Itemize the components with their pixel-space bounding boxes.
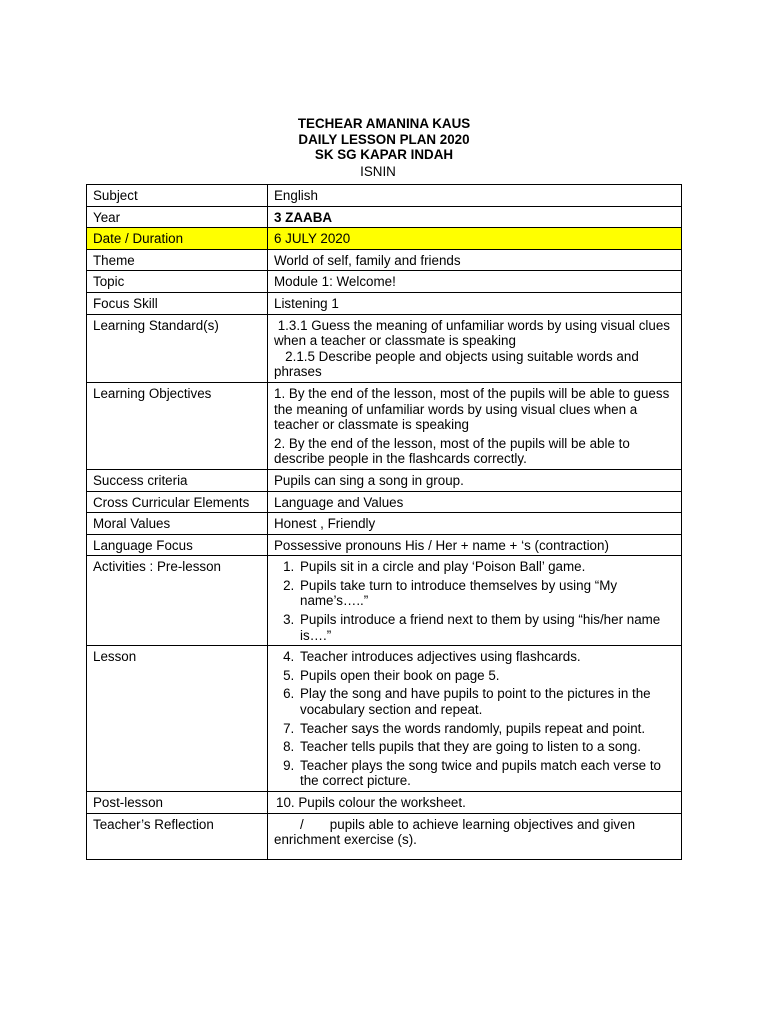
activity-item: 1. Pupils sit in a circle and play ‘Poison Ball’ game. <box>298 559 675 575</box>
date-label: Date / Duration <box>87 228 268 250</box>
row-year <box>87 206 682 228</box>
topic-value: Module 1: Welcome! <box>268 271 682 293</box>
lesson-value <box>268 646 682 792</box>
activity-item: 7. Teacher says the words randomly, pupils repeat and point. <box>298 721 675 737</box>
row-success-criteria <box>87 469 682 491</box>
learning-standards-value <box>268 314 682 382</box>
learning-objective-item: 1. By the end of the lesson, most of the pupils will be able to guess the meaning of unfamiliar words by using visual clues when a teacher or classmate is speaking <box>274 385 670 433</box>
success-criteria-value: Pupils can sing a song in group. <box>268 469 682 491</box>
lesson-list <box>274 649 675 789</box>
language-focus-label: Language Focus <box>87 534 268 556</box>
row-topic <box>87 271 682 293</box>
year-value: 3 ZAABA <box>268 206 682 228</box>
activity-item: 2. Pupils take turn to introduce themselves by using “My name’s…..” <box>298 578 675 609</box>
activity-number: 10. <box>276 795 299 810</box>
pre-lesson-value <box>268 556 682 646</box>
lesson-label: Lesson <box>87 646 268 792</box>
day-label: ISNIN <box>360 163 396 179</box>
moral-values-value: Honest , Friendly <box>268 513 682 535</box>
language-focus-value: Possessive pronouns His / Her + name + ‘s (contraction) <box>268 534 682 556</box>
subject-value: English <box>268 185 682 207</box>
learning-standards-label: Learning Standard(s) <box>87 314 268 382</box>
row-cross-curricular <box>87 491 682 513</box>
subject-label: Subject <box>87 185 268 207</box>
activity-item: 3. Pupils introduce a friend next to them by using “his/her name is….” <box>298 612 675 643</box>
row-learning-objectives <box>87 382 682 469</box>
row-learning-standards <box>87 314 682 382</box>
focus-skill-label: Focus Skill <box>87 292 268 314</box>
activity-item: 5. Pupils open their book on page 5. <box>298 668 675 684</box>
row-moral-values <box>87 513 682 535</box>
post-lesson-value <box>268 792 682 814</box>
theme-value: World of self, family and friends <box>268 249 682 271</box>
moral-values-label: Moral Values <box>87 513 268 535</box>
activity-item <box>274 795 675 811</box>
row-reflection <box>87 813 682 859</box>
post-lesson-list <box>274 795 675 811</box>
focus-skill-value: Listening 1 <box>268 292 682 314</box>
activity-item: 4. Teacher introduces adjectives using flashcards. <box>298 649 675 665</box>
row-lesson <box>87 646 682 792</box>
activity-text: Pupils colour the worksheet. <box>298 795 466 810</box>
cross-curricular-value: Language and Values <box>268 491 682 513</box>
activity-item: 9. Teacher plays the song twice and pupils match each verse to the correct picture. <box>298 758 675 789</box>
row-focus-skill <box>87 292 682 314</box>
success-criteria-label: Success criteria <box>87 469 268 491</box>
pre-lesson-list <box>274 559 675 643</box>
row-theme <box>87 249 682 271</box>
post-lesson-label: Post-lesson <box>87 792 268 814</box>
document-title: DAILY LESSON PLAN 2020 <box>298 131 470 147</box>
row-subject <box>87 185 682 207</box>
row-pre-lesson <box>87 556 682 646</box>
row-date <box>87 228 682 250</box>
learning-objectives-value <box>268 382 682 469</box>
teacher-name: TECHEAR AMANINA KAUS <box>297 116 471 131</box>
pre-lesson-label: Activities : Pre-lesson <box>87 556 268 646</box>
theme-label: Theme <box>87 249 268 271</box>
school-name: SK SG KAPAR INDAH <box>314 147 454 162</box>
learning-objective-item: 2. By the end of the lesson, most of the pupils will be able to describe people in the flashcards correctly. <box>274 435 630 467</box>
topic-label: Topic <box>87 271 268 293</box>
learning-objectives-label: Learning Objectives <box>87 382 268 469</box>
activity-item: 6. Play the song and have pupils to point to the pictures in the vocabulary section and repeat. <box>298 686 675 717</box>
document-header <box>0 116 768 179</box>
year-label: Year <box>87 206 268 228</box>
activity-item: 8. Teacher tells pupils that they are going to listen to a song. <box>298 739 675 755</box>
learning-standard-item: 2.1.5 Describe people and objects using suitable words and phrases <box>274 348 643 380</box>
learning-standard-item: 1.3.1 Guess the meaning of unfamiliar words by using visual clues when a teacher or classmate is speaking <box>274 317 674 349</box>
reflection-value: / pupils able to achieve learning objectives and given enrichment exercise (s). <box>268 813 682 859</box>
cross-curricular-label: Cross Curricular Elements <box>87 491 268 513</box>
row-post-lesson <box>87 792 682 814</box>
reflection-label: Teacher’s Reflection <box>87 813 268 859</box>
row-language-focus <box>87 534 682 556</box>
lesson-plan-table <box>86 184 682 860</box>
date-value: 6 JULY 2020 <box>268 228 682 250</box>
